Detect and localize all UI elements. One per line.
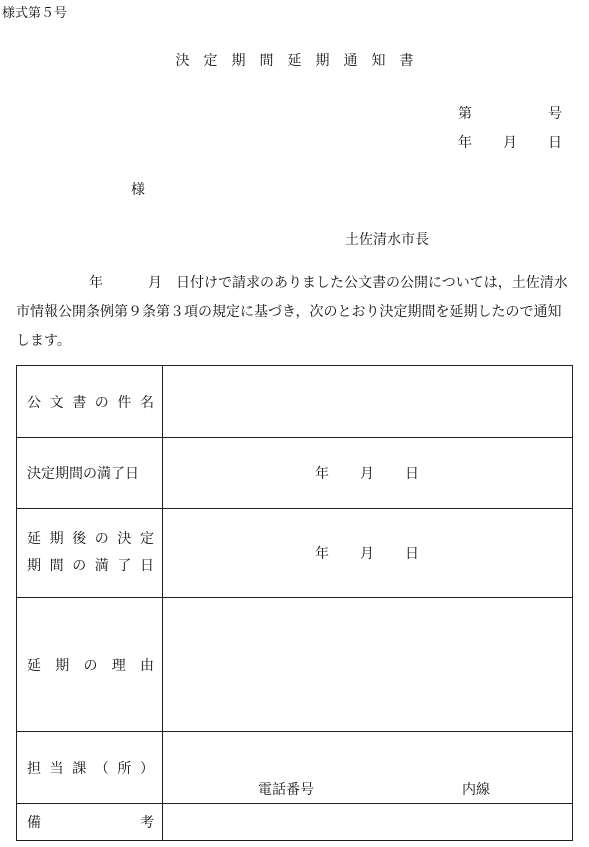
notice-form-table (16, 365, 573, 841)
label-char: 件 (117, 394, 132, 411)
date-day: 日 (405, 466, 419, 482)
label-char: の (94, 531, 109, 547)
phone-number-label: 電話番号 (258, 782, 314, 798)
label-char: 備 (27, 815, 41, 831)
label-char: 期 (27, 558, 41, 574)
label-char: の (72, 558, 87, 574)
issue-date-year: 年 (458, 135, 472, 151)
date-day: 日 (405, 546, 419, 562)
issue-date-month: 月 (503, 135, 517, 151)
value-document-name[interactable] (163, 366, 573, 438)
label-char: の (83, 657, 98, 674)
title-char: 間 (259, 53, 274, 69)
title-char: 知 (371, 53, 386, 69)
label-original-deadline: 決定期間の満了日 (17, 438, 163, 509)
form-number: 様式第５号 (2, 6, 68, 21)
label-char: 期 (49, 531, 64, 547)
value-department[interactable] (163, 732, 573, 804)
label-char: 期 (55, 657, 70, 674)
table-row-extension-reason (17, 598, 573, 732)
title-char: 通 (343, 53, 358, 69)
label-extension-reason (17, 598, 163, 732)
title-char: 書 (399, 53, 414, 69)
label-department (17, 732, 163, 804)
extension-label: 内線 (462, 782, 490, 798)
reference-number-suffix: 号 (548, 106, 562, 122)
label-char: 考 (140, 815, 154, 831)
date-month: 月 (360, 466, 374, 482)
table-row-remarks (17, 804, 573, 841)
sender-name: 土佐清水市長 (345, 232, 429, 248)
body-paragraph (16, 269, 588, 356)
label-char: の (94, 394, 109, 411)
date-year: 年 (315, 466, 329, 482)
label-char: 満 (94, 558, 109, 574)
label-remarks (17, 804, 163, 841)
label-char: 日 (139, 558, 154, 574)
issue-date-day: 日 (548, 135, 562, 151)
label-char: 課 (72, 760, 87, 777)
label-char: 理 (111, 657, 126, 674)
label-char: 後 (72, 531, 87, 547)
reference-number-prefix: 第 (458, 106, 472, 122)
label-char: 文 (49, 394, 64, 411)
title-char: 決 (175, 53, 190, 69)
label-char: ） (139, 760, 154, 777)
label-char: 当 (49, 760, 64, 777)
value-extended-deadline[interactable] (163, 509, 573, 598)
value-original-deadline[interactable] (163, 438, 573, 509)
label-char: 所 (117, 760, 132, 777)
label-extended-deadline (17, 509, 163, 598)
table-row-department (17, 732, 573, 804)
date-month: 月 (360, 546, 374, 562)
body-year: 年 (89, 275, 103, 291)
title-char: 定 (203, 53, 218, 69)
table-row-extended-deadline (17, 509, 573, 598)
body-line-3: します。 (16, 333, 71, 349)
label-char: 間 (49, 558, 64, 574)
title-char: 期 (231, 53, 246, 69)
table-row-original-deadline (17, 438, 573, 509)
label-char: 延 (27, 531, 41, 547)
addressee-honorific: 様 (131, 182, 145, 198)
table-row-document-name (17, 366, 573, 438)
label-char: 了 (117, 558, 132, 574)
value-extension-reason[interactable] (163, 598, 573, 732)
label-char: 定 (139, 531, 154, 547)
label-char: 延 (27, 657, 41, 674)
value-remarks[interactable] (163, 804, 573, 841)
label-document-name (17, 366, 163, 438)
title-char: 期 (315, 53, 330, 69)
body-line-1 (16, 269, 588, 298)
label-char: 公 (27, 394, 41, 411)
label-char: 由 (140, 657, 154, 674)
body-line-2: 市情報公開条例第９条第３項の規定に基づき，次のとおり決定期間を延期したので通知 (16, 304, 562, 320)
label-char: （ (94, 760, 109, 777)
label-char: 担 (27, 760, 41, 777)
label-char: 名 (139, 394, 154, 411)
date-year: 年 (315, 546, 329, 562)
label-char: 書 (72, 394, 87, 411)
document-title (0, 50, 589, 70)
label-char: 決 (117, 531, 132, 547)
title-char: 延 (287, 53, 302, 69)
body-month: 月 (148, 275, 162, 291)
body-line-1-text: 日付けで請求のありました公文書の公開については，土佐清水 (176, 275, 568, 291)
